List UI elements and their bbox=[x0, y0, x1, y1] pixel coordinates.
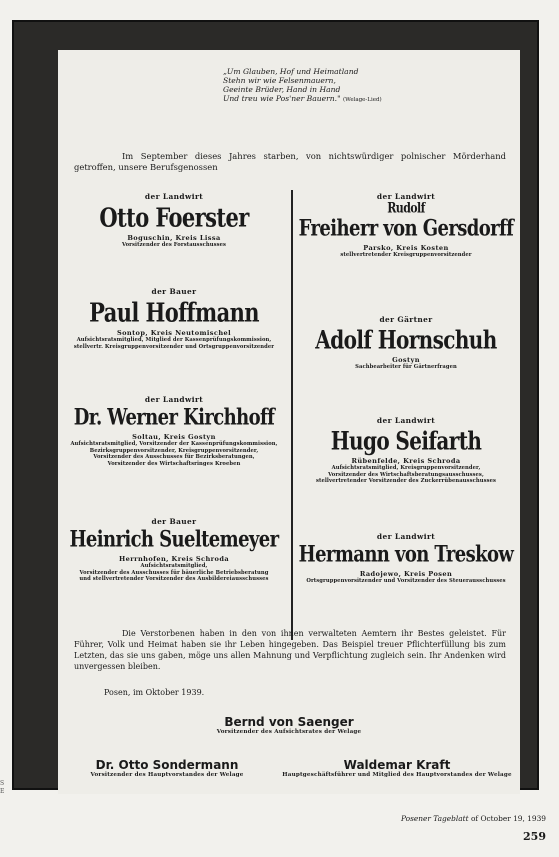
person-description: stellvertretender Kreisgruppenvorsitzender bbox=[340, 252, 472, 258]
person-place: Gostyn bbox=[392, 356, 420, 364]
person-description: Vorsitzender des Ausschusses für Bezirksberatungen, bbox=[93, 454, 255, 461]
person-name: Hugo Seifarth bbox=[330, 425, 482, 456]
person-role: der Landwirt bbox=[144, 395, 204, 404]
person-description: stellvertr. Kreisgruppenvorsitzender und Ortsgruppenvorsitzender bbox=[73, 343, 275, 350]
person-entry bbox=[64, 192, 284, 249]
date-line: Posen, im Oktober 1939. bbox=[104, 688, 205, 697]
person-description: Bezirksgruppenvorsitzender, Kreisgruppenvorsitzender, bbox=[89, 447, 259, 454]
person-place: Boguschin, Kreis Lissa bbox=[127, 234, 221, 242]
signatory-title: Vorsitzender des Aufsichtsrates der Welage bbox=[216, 729, 362, 735]
poem-epigraph bbox=[223, 67, 393, 105]
closing-paragraph: Die Verstorbenen haben in den von ihnen verwalteten Aemtern ihr Bestes geleistet. Für Führer, Volk und Heimat haben sie ihr Leben hingegeben. Das Beispiel treuer Pflichterfüllung bis zum Letzten, das sie uns gaben, möge uns allen Mahnung und Verpflichtung zugleich sein. Ihr Andenken wird unvergessen bleiben. bbox=[74, 629, 506, 671]
person-entry bbox=[64, 287, 284, 350]
person-description: Aufsichtsratsmitglied, Mitglied der Kassenprüfungskommission, bbox=[76, 337, 272, 343]
person-first-name: Rudolf bbox=[387, 199, 425, 216]
person-description: Sachbearbeiter für Gärtnerfragen bbox=[355, 364, 457, 370]
signatory-name: Waldemar Kraft bbox=[343, 758, 451, 772]
person-entry bbox=[298, 192, 514, 259]
person-name: Dr. Werner Kirchhoff bbox=[73, 404, 275, 431]
edge-mark: S bbox=[0, 780, 5, 787]
poem-line: Und treu wie Pos'ner Bauern." (Welage-Lied) bbox=[223, 94, 382, 103]
person-entry bbox=[298, 315, 514, 371]
person-description: Vorsitzender des Wirtschaftsringes Kroeben bbox=[107, 460, 241, 467]
poem-source: (Welage-Lied) bbox=[343, 97, 382, 103]
person-place: Rübenfelde, Kreis Schroda bbox=[351, 457, 461, 465]
person-role: der Gärtner bbox=[379, 315, 433, 324]
person-description: Vorsitzender des Forstausschusses bbox=[121, 242, 227, 248]
figure-caption bbox=[386, 814, 546, 823]
intro-text: Im September dieses Jahres starben, von nichtswürdiger polnischer Mörderhand getroffen, unsere Berufsgenossen bbox=[74, 151, 506, 172]
person-place: Parsko, Kreis Kosten bbox=[363, 244, 449, 252]
person-role: der Bauer bbox=[151, 517, 197, 526]
person-name: Freiherr von Gersdorff bbox=[298, 215, 514, 242]
signature-block bbox=[64, 758, 270, 778]
signatory-title: Hauptgeschäftsführer und Mitglied des Hauptvorstandes der Welage bbox=[282, 772, 512, 778]
person-entry bbox=[64, 517, 284, 583]
person-entry bbox=[298, 416, 514, 485]
person-role: der Bauer bbox=[151, 287, 197, 296]
person-name: Heinrich Sueltemeyer bbox=[69, 526, 279, 553]
person-description: und stellvertretender Vorsitzender des Ausbildereiausschusses bbox=[79, 576, 269, 583]
person-place: Soltau, Kreis Gostyn bbox=[132, 433, 216, 441]
person-role: der Landwirt bbox=[376, 192, 436, 201]
column-divider bbox=[291, 190, 293, 640]
person-place: Radojewo, Kreis Posen bbox=[359, 570, 453, 578]
poem-line: Geeinte Brüder, Hand in Hand bbox=[223, 85, 341, 94]
person-entry bbox=[64, 395, 284, 467]
person-name: Adolf Hornschuh bbox=[315, 324, 497, 355]
person-place: Herrnhofen, Kreis Schroda bbox=[118, 555, 229, 563]
signature-block bbox=[158, 715, 420, 735]
person-description: Ortsgruppenvorsitzender und Vorsitzender des Steuerausschusses bbox=[306, 578, 506, 584]
person-description: Vorsitzender des Ausschusses für bäuerliche Betriebsberatung bbox=[79, 569, 269, 576]
signatory-name: Bernd von Saenger bbox=[224, 715, 354, 729]
signature-block bbox=[276, 758, 518, 778]
caption-date: of October 19, 1939 bbox=[468, 814, 546, 823]
person-description: Aufsichtsratsmitglied, Vorsitzender der Kassenprüfungskommission, bbox=[70, 441, 278, 447]
person-role: der Landwirt bbox=[376, 532, 436, 541]
edge-mark: E bbox=[0, 788, 5, 795]
mourning-border-frame bbox=[12, 20, 539, 790]
person-description: stellvertretender Vorsitzender des Zuckerrübenausschusses bbox=[315, 478, 497, 485]
poem-line: Stehn wir wie Felsenmauern, bbox=[223, 76, 336, 85]
edge-marks bbox=[0, 780, 4, 796]
person-place: Sontop, Kreis Neutomischel bbox=[116, 329, 232, 337]
signatory-name: Dr. Otto Sondermann bbox=[95, 758, 239, 772]
person-name: Otto Foerster bbox=[99, 201, 249, 233]
person-role: der Landwirt bbox=[376, 416, 436, 425]
obituary-notice bbox=[58, 50, 520, 794]
caption-source: Posener Tageblatt bbox=[400, 814, 469, 823]
person-description: Aufsichtsratsmitglied, bbox=[140, 563, 208, 569]
person-name: Paul Hoffmann bbox=[89, 296, 259, 328]
person-entry bbox=[298, 532, 514, 585]
page-number: 259 bbox=[523, 830, 546, 843]
person-description: Vorsitzender des Wirtschaftsberatungsausschusses, bbox=[328, 471, 484, 478]
person-name: Hermann von Treskow bbox=[298, 541, 514, 568]
person-description: Aufsichtsratsmitglied, Kreisgruppenvorsitzender, bbox=[331, 465, 481, 471]
person-role: der Landwirt bbox=[144, 192, 204, 201]
signatory-title: Vorsitzender des Hauptvorstandes der Welage bbox=[90, 772, 244, 778]
poem-line: „Um Glauben, Hof und Heimatland bbox=[223, 67, 359, 76]
